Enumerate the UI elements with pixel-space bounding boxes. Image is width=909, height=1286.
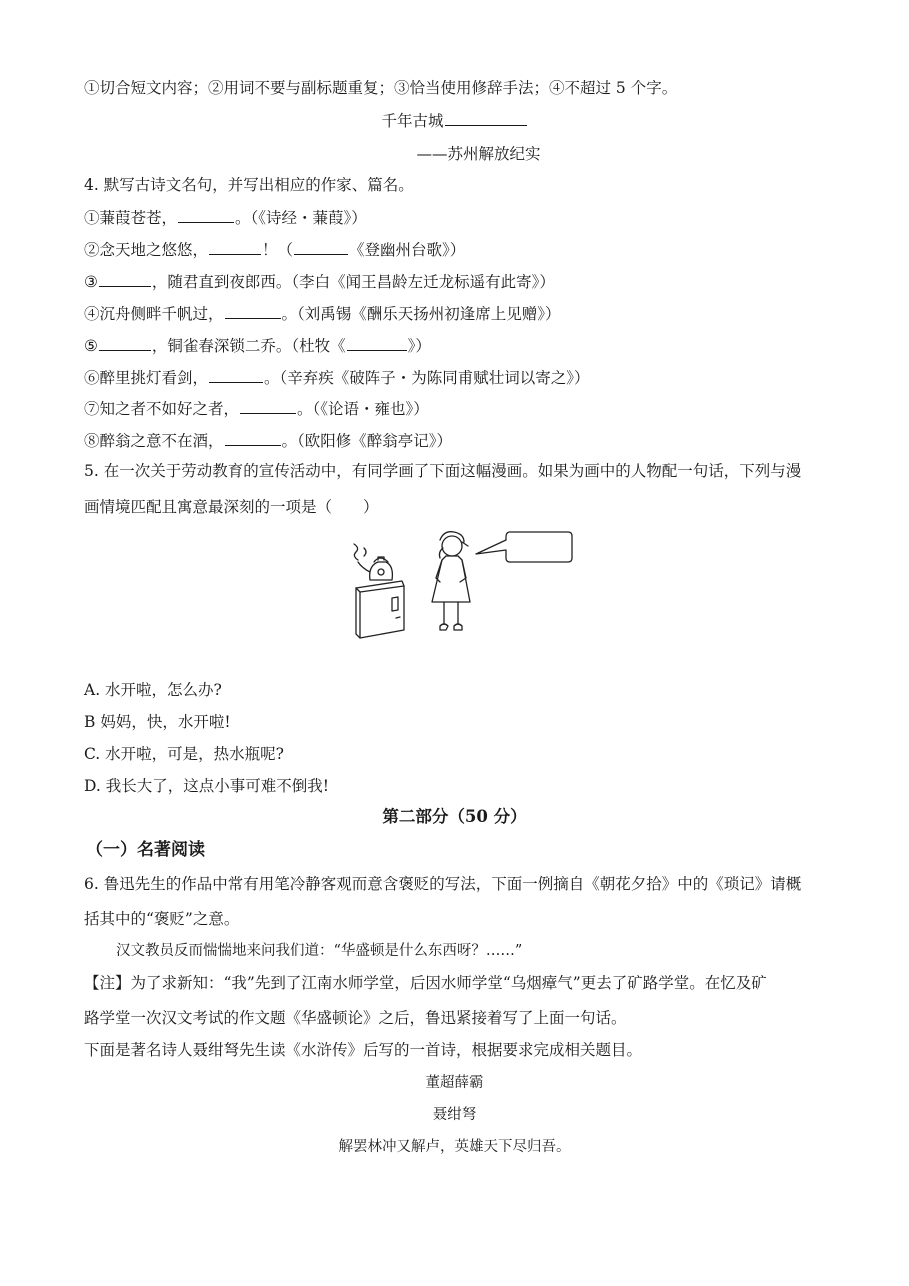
kettle-icon [370, 562, 393, 580]
q4-item-3-num: ③ [84, 273, 98, 291]
q3-requirements: ①切合短文内容；②用词不要与副标题重复；③恰当使用修辞手法；④不超过 5 个字。 [84, 79, 678, 97]
q7-intro: 下面是著名诗人聂绀弩先生读《水浒传》后写的一首诗，根据要求完成相关题目。 [84, 1041, 643, 1059]
q4-item-6 [84, 367, 590, 388]
q5-stem-line-1: 5. 在一次关于劳动教育的宣传活动中，有同学画了下面这幅漫画。如果为画中的人物配一句话，下列与漫 [84, 462, 802, 480]
q4-item-2-text: ②念天地之悠悠， [84, 241, 209, 259]
q4-blank-1[interactable] [178, 207, 234, 223]
q4-item-1 [84, 207, 367, 228]
q4-blank-7[interactable] [240, 398, 296, 414]
poem-title: 董超薛霸 [425, 1075, 484, 1091]
q4-item-5-text: ，铜雀春深锁二乔。（杜牧《 [151, 337, 346, 355]
q5-option-a[interactable]: A. 水开啦，怎么办? [84, 681, 222, 699]
q4-item-6-source: 。（辛弃疾《破阵子・为陈同甫赋壮词以寄之》） [264, 369, 590, 387]
q6-stem-line-1: 6. 鲁迅先生的作品中常有用笔冷静客观而意含褒贬的写法，下面一例摘自《朝花夕拾》中的《琐记》请概 [84, 875, 802, 893]
q4-blank-6[interactable] [209, 367, 263, 383]
q3-blank[interactable] [445, 110, 527, 126]
q4-item-5-num: ⑤ [84, 337, 98, 355]
q4-item-8-source: 。（欧阳修《醉翁亭记》） [281, 432, 453, 450]
q4-item-4 [84, 303, 561, 324]
q4-blank-5-title[interactable] [347, 335, 407, 351]
speech-bubble [476, 532, 572, 562]
q5-option-b[interactable]: B 妈妈，快，水开啦! [84, 713, 231, 731]
q4-blank-4[interactable] [225, 303, 281, 319]
q4-item-8 [84, 430, 452, 451]
q4-item-6-text: ⑥醉里挑灯看剑， [84, 369, 209, 387]
girl-figure [432, 532, 470, 630]
q5-option-d[interactable]: D. 我长大了，这点小事可难不倒我! [84, 777, 329, 795]
q4-item-2-mid: ！（ [262, 241, 294, 259]
q4-stem: 4. 默写古诗文名句，并写出相应的作家、篇名。 [84, 176, 414, 194]
q6-note-line-1: 【注】为了求新知：“我”先到了江南水师学堂，后因水师学堂“乌烟瘴气”更去了矿路学堂。在忆及矿 [84, 974, 767, 992]
cartoon-illustration [340, 526, 590, 648]
q4-blank-2-author[interactable] [294, 239, 348, 255]
poem-author: 聂绀弩 [432, 1107, 477, 1123]
q4-item-1-text: ①蒹葭苍苍， [84, 209, 178, 227]
q4-item-4-source: 。（刘禹锡《酬乐天扬州初逢席上见赠》） [281, 305, 561, 323]
q4-item-5-close: 》） [407, 337, 431, 355]
steam-icon [354, 544, 358, 560]
poem-line-1: 解罢林冲又解卢，英雄天下尽归吾。 [338, 1139, 571, 1155]
q4-blank-5[interactable] [99, 335, 151, 351]
q4-blank-3[interactable] [99, 271, 151, 287]
section-1-title: （一）名著阅读 [86, 840, 205, 860]
q4-item-3-text: ，随君直到夜郎西。（李白《闻王昌龄左迁龙标遥有此寄》） [151, 273, 555, 291]
q3-title: 千年古城 [381, 112, 444, 130]
q4-item-3 [84, 271, 555, 292]
part2-title: 第二部分（50 分） [382, 807, 527, 826]
q3-title-line [0, 110, 909, 131]
q4-item-4-text: ④沉舟侧畔千帆过， [84, 305, 224, 323]
q4-blank-8[interactable] [225, 430, 281, 446]
q4-item-1-source: 。（《诗经・蒹葭》） [235, 209, 367, 227]
q4-item-2-source: 《登幽州台歌》） [349, 241, 466, 259]
q4-item-2 [84, 239, 465, 260]
q3-subtitle: ——苏州解放纪实 [416, 145, 541, 163]
q6-note-line-2: 路学堂一次汉文考试的作文题《华盛顿论》之后，鲁迅紧接着写了上面一句话。 [84, 1009, 627, 1027]
q4-item-5 [84, 335, 431, 356]
q4-item-7-source: 。（《论语・雍也》） [297, 400, 429, 418]
q6-quote: 汉文教员反而惴惴地来问我们道：“华盛顿是什么东西呀？……” [116, 943, 523, 959]
q4-item-8-text: ⑧醉翁之意不在酒， [84, 432, 224, 450]
q5-stem-line-2: 画情境匹配且寓意最深刻的一项是（ ） [84, 498, 379, 516]
q5-option-c[interactable]: C. 水开啦，可是，热水瓶呢? [84, 745, 284, 763]
q6-stem-line-2: 括其中的“褒贬”之意。 [84, 910, 240, 928]
q4-item-7-text: ⑦知之者不如好之者， [84, 400, 240, 418]
q4-blank-2[interactable] [209, 239, 261, 255]
q4-item-7 [84, 398, 429, 419]
